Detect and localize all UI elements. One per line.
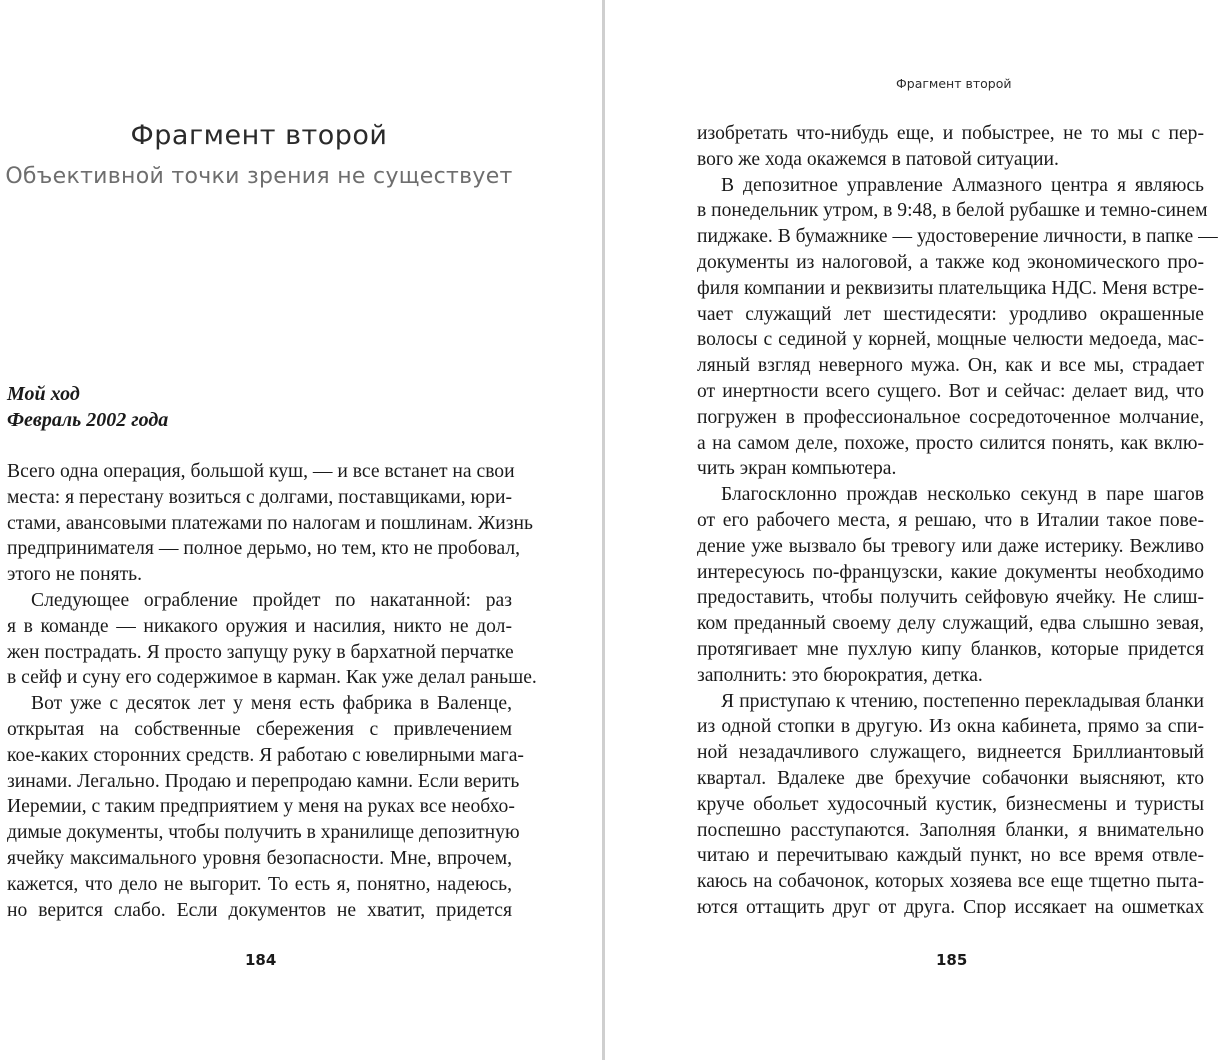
text-line: ляный взгляд неверного мужа. Он, как и все мы, страдает: [697, 355, 1204, 377]
section-date: Февраль 2002 года: [7, 409, 169, 431]
text-line: протягивает мне пухлую кипу бланков, которые придется: [697, 638, 1204, 660]
running-head: Фрагмент второй: [896, 76, 1012, 91]
text-line: филя компании и реквизиты плательщика НДС. Меня встре-: [697, 277, 1204, 299]
section-heading: [7, 381, 168, 433]
text-line: кажется, что дело не выгорит. То есть я, понятно, надеюсь,: [7, 873, 512, 895]
text-line: от инертности всего сущего. Вот и сейчас: делает вид, что: [697, 380, 1204, 402]
chapter-subtitle: Объективной точки зрения не существует: [5, 164, 513, 189]
text-line: документы из налоговой, а также код экономического про-: [697, 251, 1204, 273]
page-number: 184: [245, 951, 277, 969]
text-line: из одной стопки в другую. Из окна кабинета, прямо за спи-: [697, 716, 1204, 738]
text-line: изобретать что-нибудь еще, и побыстрее, не то мы с пер-: [697, 123, 1204, 144]
page-number: 185: [936, 951, 968, 969]
text-line: квартал. Вдалеке две брехучие собачонки выясняют, кто: [697, 767, 1204, 789]
text-line: чает служащий лет шестидесяти: уродливо окрашенные: [697, 303, 1204, 325]
text-line: Я приступаю к чтению, постепенно перекладывая бланки: [721, 690, 1204, 712]
text-line: этого не понять.: [7, 564, 143, 586]
text-line: Всего одна операция, большой куш, — и все встанет на свои: [7, 461, 515, 482]
left-page: [0, 0, 604, 1060]
text-line: а на самом деле, похоже, просто силится понять, как вклю-: [697, 432, 1204, 454]
text-line: ной незадачливого служащего, виднеется Бриллиантовый: [697, 742, 1204, 764]
chapter-title: Фрагмент второй: [130, 120, 388, 151]
text-line: зинами. Легально. Продаю и перепродаю камни. Если верить: [7, 770, 520, 792]
text-line: пиджаке. В бумажнике — удостоверение личности, в папке —: [697, 226, 1218, 248]
right-body-text: [697, 121, 1218, 921]
right-page: [606, 0, 1218, 1060]
text-line: чить экран компьютера.: [697, 458, 897, 480]
text-line: Благосклонно прождав несколько секунд в паре шагов: [721, 484, 1204, 506]
left-body-text: [7, 459, 537, 923]
text-line: Следующее ограбление пройдет по накатанной: раз: [31, 589, 512, 611]
text-line: ячейку максимального уровня безопасности. Мне, впрочем,: [7, 847, 512, 869]
text-line: погружен в профессиональное сосредоточенное молчание,: [697, 406, 1204, 428]
text-line: в сейф и суну его содержимое в карман. Как уже делал раньше.: [7, 667, 537, 689]
text-line: Вот уже с десяток лет у меня есть фабрика в Валенце,: [31, 693, 512, 715]
text-line: каюсь на собачонок, которых хозяева все еще тщетно пыта-: [697, 871, 1204, 893]
text-line: но верится слабо. Если документов не хватит, придется: [7, 899, 512, 921]
text-line: заполнить: это бюрократия, детка.: [697, 664, 983, 686]
text-line: интересуюсь по-французски, какие документы необходимо: [697, 561, 1204, 583]
text-line: поспешно расступаются. Заполняя бланки, я внимательно: [697, 819, 1204, 841]
text-line: димые документы, чтобы получить в хранилище депозитную: [7, 822, 520, 844]
text-line: дение уже вызвало бы тревогу или даже истерику. Вежливо: [697, 535, 1204, 557]
text-line: открытая на собственные сбережения с привлечением: [7, 718, 512, 740]
text-line: круче обольет худосочный кустик, бизнесмены и туристы: [697, 793, 1204, 815]
section-title: Мой ход: [7, 383, 80, 405]
text-line: ком преданный своему делу служащий, едва слышно зевая,: [697, 613, 1204, 635]
text-line: Иеремии, с таким предприятием у меня на руках все необхо-: [7, 796, 515, 818]
text-line: вого же хода окажемся в патовой ситуации.: [697, 148, 1059, 170]
text-line: предпринимателя — полное дерьмо, но тем, кто не пробовал,: [7, 538, 520, 560]
text-line: В депозитное управление Алмазного центра я являюсь: [721, 174, 1204, 196]
text-line: в понедельник утром, в 9:48, в белой рубашке и темно-синем: [697, 200, 1208, 222]
text-line: стами, авансовыми платежами по налогам и пошлинам. Жизнь: [7, 512, 533, 534]
text-line: жен пострадать. Я просто запущу руку в бархатной перчатке: [7, 641, 514, 663]
book-gutter: [602, 0, 605, 1060]
text-line: волосы с сединой у корней, мощные челюсти медоеда, мас-: [697, 329, 1204, 351]
text-line: места: я перестану возиться с долгами, поставщиками, юри-: [7, 486, 512, 508]
text-line: предоставить, чтобы получить сейфовую ячейку. Не слиш-: [697, 587, 1204, 609]
text-line: я в команде — никакого оружия и насилия, никто не дол-: [7, 615, 512, 637]
text-line: от его рабочего места, я решаю, что в Италии такое пове-: [697, 509, 1204, 531]
text-line: ются оттащить друг от друга. Спор иссякает на ошметках: [697, 896, 1204, 918]
text-line: читаю и перечитываю каждый пункт, но все время отвле-: [697, 845, 1204, 867]
text-line: кое-каких сторонних средств. Я работаю с ювелирными мага-: [7, 744, 524, 766]
